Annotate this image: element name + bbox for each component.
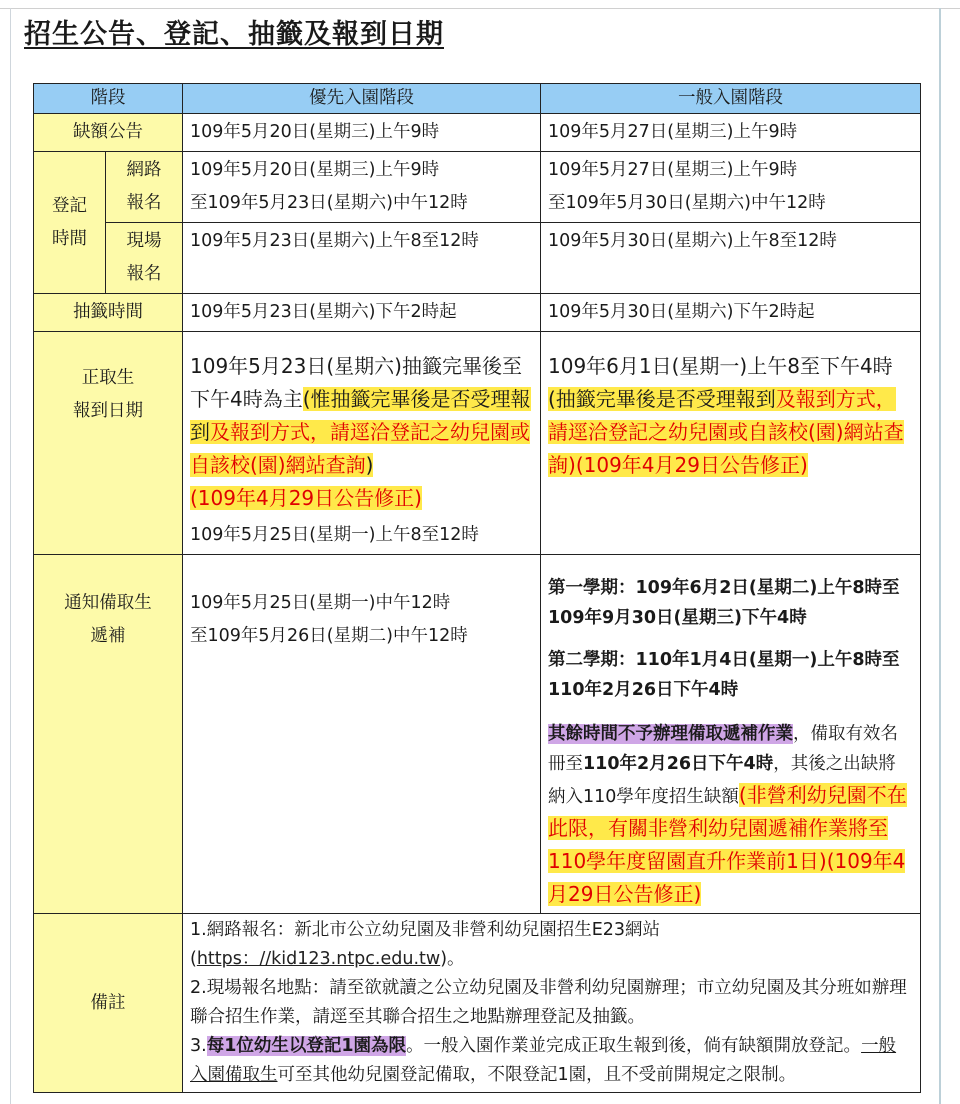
note-3-b: 每1位幼生以登記1園為限 [206, 1036, 407, 1056]
online-row [34, 152, 921, 223]
registration-label [34, 152, 106, 294]
enroll-priority-main [190, 350, 533, 515]
lottery-priority: 109年5月23日(星期六)下午2時起 [183, 294, 541, 332]
waitlist-priority-2: 至109年5月26日(星期二)中午12時 [190, 626, 468, 646]
enroll-general-c: 及報到方式，請逕洽登記之幼兒園 [548, 387, 896, 444]
enroll-general-a: 109年6月1日(星期一)上午8至下午4時 [548, 354, 893, 378]
note-3 [190, 1032, 913, 1090]
registration-label-1: 登記 [52, 195, 87, 216]
header-priority: 優先入園階段 [183, 84, 541, 114]
online-general-1: 109年5月27日(星期三)上午9時 [548, 160, 798, 180]
waitlist-label-2: 遞補 [90, 626, 126, 646]
note-2: 2.現場報名地點：請至欲就讀之公立幼兒園及非營利幼兒園辦理；市立幼兒園及其分班如辦理聯合招生作業，請逕至其聯合招生之地點辦理登記及抽籤。 [190, 978, 907, 1027]
enroll-priority-g: 109年5月25日(星期一)上午8至12時 [190, 525, 479, 545]
page-title: 招生公告、登記、抽籤及報到日期 [24, 19, 444, 50]
note-1-b: )。 [440, 949, 465, 969]
enroll-priority-a: 109年5月23日(星期六)抽籤完畢後至下午4時為主 [190, 354, 522, 411]
waitlist-rest-c: 110年2月26日下午4時 [583, 754, 774, 774]
note-1-link[interactable]: https：//kid123.ntpc.edu.tw [196, 949, 441, 969]
waitlist-rest-a: 其餘時間不予辦理備取遞補作業 [548, 724, 793, 744]
online-label-2: 報名 [126, 193, 162, 213]
enroll-general-d: 或自該校(園)網站查詢) [548, 420, 904, 477]
notes-row [34, 914, 921, 1093]
waitlist-rest-f: (109年4月29日公告修正) [548, 849, 906, 906]
schedule-table [33, 83, 921, 1093]
enroll-priority-d: 或自該校(園)網站查詢 [190, 420, 530, 477]
onsite-label-2: 報名 [126, 264, 162, 284]
lottery-row [34, 294, 921, 332]
vacancy-row [34, 114, 921, 152]
enroll-label-1: 正取生 [81, 368, 135, 388]
enroll-general-e: (109年4月29日公告修正) [575, 453, 808, 477]
enroll-priority [183, 332, 541, 555]
onsite-general: 109年5月30日(星期六)上午8至12時 [541, 223, 921, 294]
note-1-a: 1.網路報名：新北市公立幼兒園及非營利幼兒園招生E23網站( [190, 920, 661, 969]
waitlist-label [34, 555, 183, 914]
enroll-label-2: 報到日期 [73, 401, 143, 421]
onsite-row [34, 223, 921, 294]
header-general: 一般入園階段 [541, 84, 921, 114]
lottery-label: 抽籤時間 [34, 294, 183, 332]
waitlist-sem1: 第一學期：109年6月2日(星期二)上午8時至109年9月30日(星期三)下午4時 [548, 578, 900, 628]
note-3-e: 可至其他幼兒園登記備取，不限登記1園，且不受前開規定之限制。 [277, 1065, 797, 1085]
vacancy-general: 109年5月27日(星期三)上午9時 [541, 114, 921, 152]
notes-label: 備註 [34, 914, 183, 1093]
enroll-label [34, 332, 183, 555]
header-row [34, 84, 921, 114]
waitlist-rest-b: ，備取有效名冊至 [548, 724, 898, 774]
waitlist-rest-d: ，其後之出缺將納入110學年度招生缺額 [548, 754, 896, 807]
enroll-priority-c: 及報到方式，請逕洽登記之幼兒園 [210, 420, 510, 444]
enroll-general-b: (抽籤完畢後是否受理報到 [548, 387, 776, 411]
waitlist-label-1: 通知備取生 [64, 593, 152, 613]
online-label-1: 網路 [126, 160, 162, 180]
onsite-label [106, 223, 183, 294]
registration-label-2: 時間 [52, 228, 87, 249]
note-3-a: 3. [190, 1036, 207, 1056]
enroll-priority-b: (惟抽籤完畢後是否受理報到 [190, 387, 531, 444]
waitlist-priority-1: 109年5月25日(星期一)中午12時 [190, 593, 451, 613]
enroll-priority-f: (109年4月29日公告修正) [190, 486, 422, 510]
enroll-general [541, 332, 921, 555]
waitlist-rest [548, 719, 913, 911]
enroll-row [34, 332, 921, 555]
online-priority-1: 109年5月20日(星期三)上午9時 [190, 160, 440, 180]
vacancy-label: 缺額公告 [34, 114, 183, 152]
waitlist-priority [183, 555, 541, 914]
online-priority-2: 至109年5月23日(星期六)中午12時 [190, 193, 468, 213]
note-3-c: 。一般入園作業並完成正取生報到後，倘有缺額開放登記。 [406, 1036, 862, 1056]
waitlist-row [34, 555, 921, 914]
onsite-label-1: 現場 [126, 231, 162, 251]
online-priority [183, 152, 541, 223]
vacancy-priority: 109年5月20日(星期三)上午9時 [183, 114, 541, 152]
online-general-2: 至109年5月30日(星期六)中午12時 [548, 193, 826, 213]
online-label [106, 152, 183, 223]
online-general [541, 152, 921, 223]
notes-content [183, 914, 921, 1093]
waitlist-general [541, 555, 921, 914]
note-3-d: 一般入園備取生 [190, 1036, 897, 1085]
lottery-general: 109年5月30日(星期六)下午2時起 [541, 294, 921, 332]
note-1 [190, 916, 913, 974]
header-stage: 階段 [34, 84, 183, 114]
enroll-general-main [548, 350, 913, 482]
onsite-priority: 109年5月23日(星期六)上午8至12時 [183, 223, 541, 294]
enroll-priority-e: ) [365, 453, 374, 477]
waitlist-sem2: 第二學期：110年1月4日(星期一)上午8時至110年2月26日下午4時 [548, 650, 900, 700]
waitlist-rest-e: (非營利幼兒園不在此限，有關非營利幼兒園遞補作業將至110學年度留園直升作業前1日) [548, 783, 907, 873]
